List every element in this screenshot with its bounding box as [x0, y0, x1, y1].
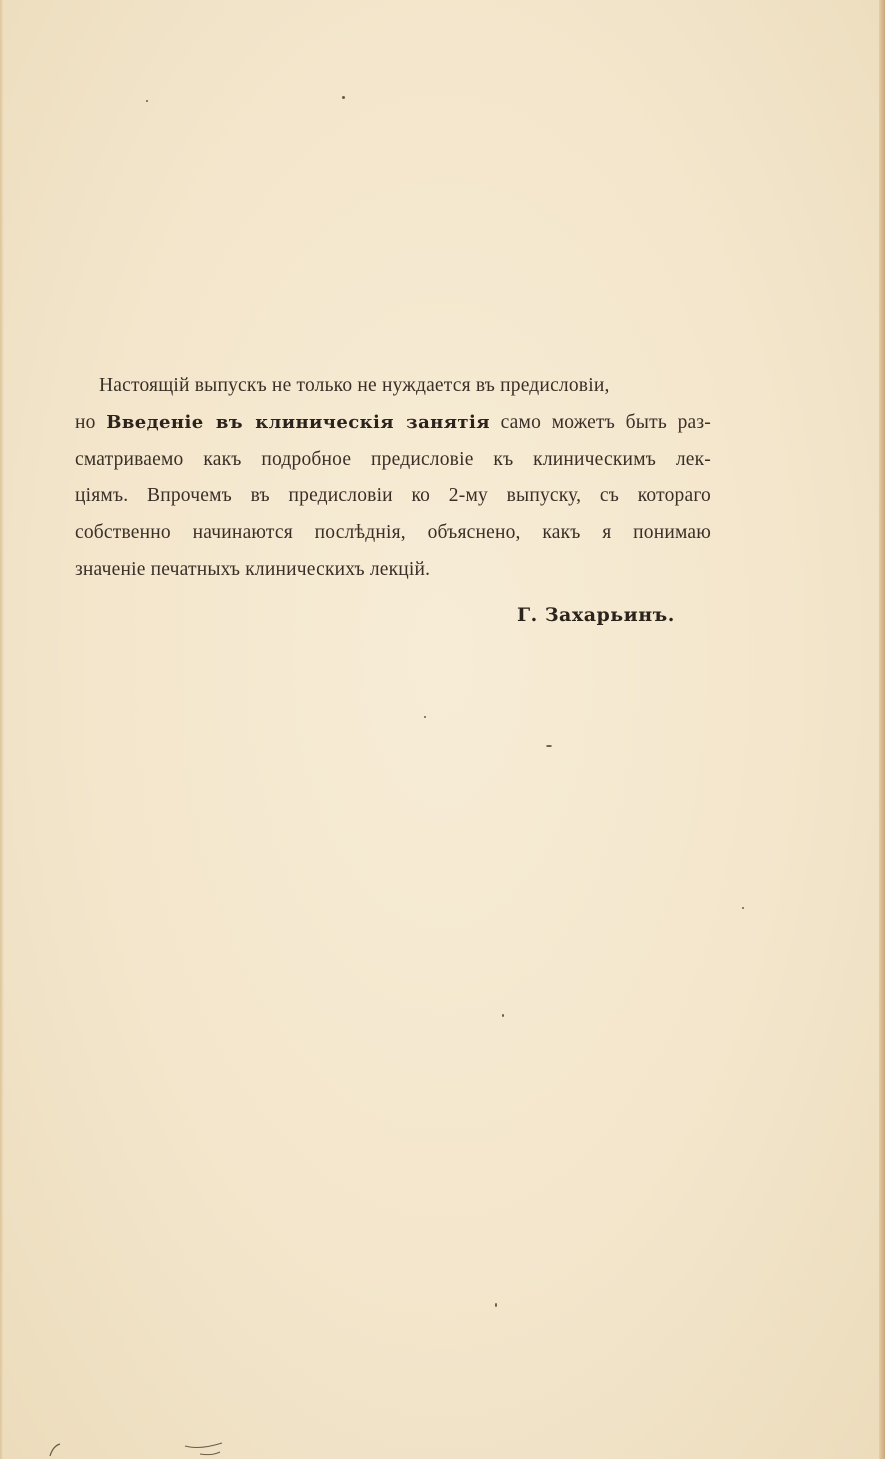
page-left-edge — [0, 0, 4, 1459]
line-2-start: но — [75, 411, 96, 433]
bottom-ink-mark — [0, 1438, 240, 1459]
paper-speck — [424, 716, 426, 718]
line-2-end: само можетъ быть раз- — [500, 411, 711, 433]
preface-paragraph — [75, 368, 711, 589]
text-line — [75, 442, 711, 479]
text-line — [75, 515, 711, 552]
paper-speck — [342, 96, 345, 99]
text-line — [75, 552, 711, 589]
author-signature: Г. Захарьинъ. — [517, 604, 675, 626]
book-title-bold: Введеніе въ клиническія занятія — [106, 411, 490, 433]
line-5: собственно начинаются послѣднія, объяснено, какъ я понимаю — [75, 522, 711, 544]
paper-speck — [546, 745, 552, 747]
text-line — [75, 478, 711, 515]
text-line — [75, 368, 711, 405]
paper-speck — [502, 1014, 504, 1017]
text-line — [75, 405, 711, 442]
page-right-edge — [879, 0, 885, 1459]
line-3: сматриваемо какъ подробное предисловіе къ клиническимъ лек- — [75, 448, 711, 470]
line-1: Настоящій выпускъ не только не нуждается въ предисловіи, — [99, 375, 610, 396]
paper-speck — [495, 1303, 497, 1307]
line-6: значеніе печатныхъ клиническихъ лекцій. — [75, 558, 431, 580]
paper-speck — [146, 100, 148, 102]
paper-speck — [742, 907, 744, 909]
line-4: ціямъ. Впрочемъ въ предисловіи ко 2-му выпуску, съ котораго — [75, 485, 711, 507]
